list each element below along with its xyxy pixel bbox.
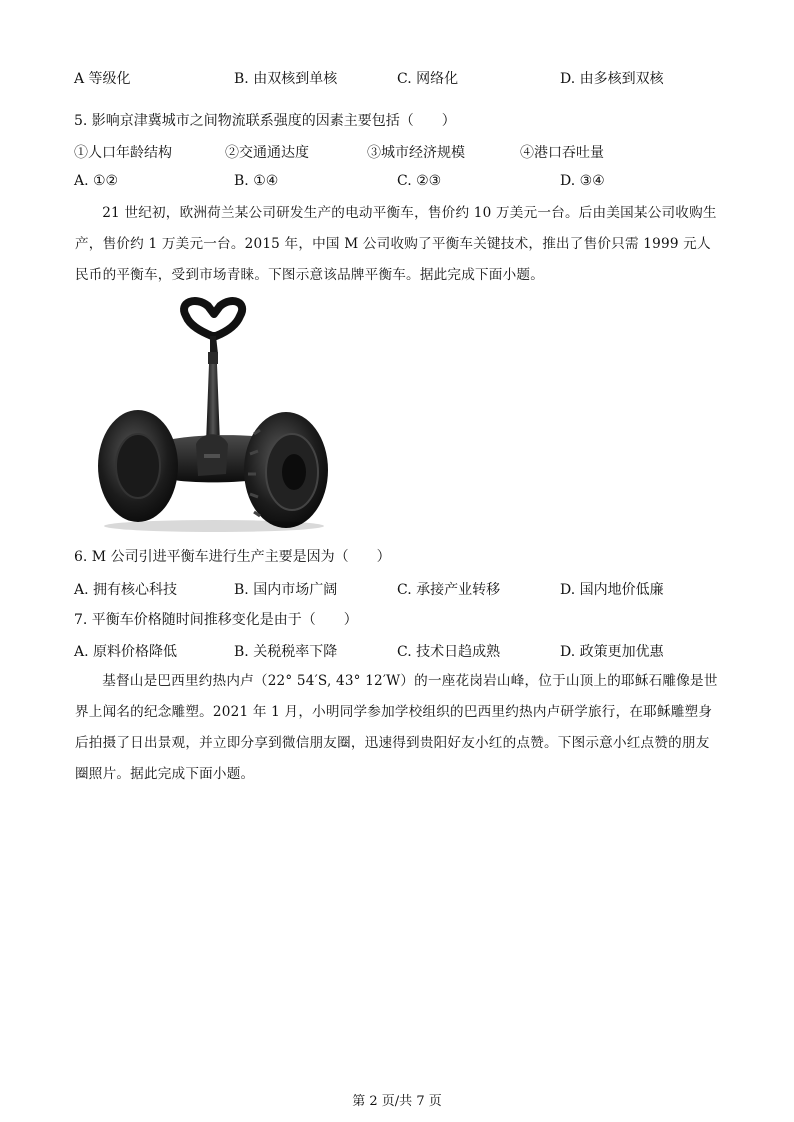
balance-car-illustration bbox=[86, 294, 344, 536]
q7-option-b: B. 关税税率下降 bbox=[234, 644, 338, 660]
q7-stem: 7. 平衡车价格随时间推移变化是由于（ ） bbox=[74, 612, 358, 628]
balance-car-image bbox=[86, 294, 344, 536]
q5-option-c: C. ②③ bbox=[397, 173, 442, 189]
passage-christ-mountain bbox=[75, 666, 723, 790]
q5-stem: 5. 影响京津冀城市之间物流联系强度的因素主要包括（ ） bbox=[74, 113, 456, 129]
q6-option-a: A. 拥有核心科技 bbox=[74, 582, 178, 598]
page-footer: 第 2 页/共 7 页 bbox=[352, 1094, 442, 1109]
q5-item-2: ②交通通达度 bbox=[225, 145, 309, 161]
q4-option-c: C. 网络化 bbox=[397, 71, 459, 87]
q4-option-d: D. 由多核到双核 bbox=[560, 71, 664, 87]
q6-option-b: B. 国内市场广阔 bbox=[234, 582, 338, 598]
q4-option-a: A 等级化 bbox=[74, 71, 131, 87]
passage-christ-mountain-text: 基督山是巴西里约热内卢（22° 54′S, 43° 12′W）的一座花岗岩山峰，位于山顶上的耶稣石雕像是世界上闻名的纪念雕塑。2021 年 1 月，小明同学参加学校组织的巴西里约热内卢研学旅行，在耶稣雕塑身后拍摄了日出景观，并立即分享到微信朋友圈，迅速得到贵阳好友小红的点赞。下图示意小红点赞的朋友圈照片。据此完成下面小题。 bbox=[75, 673, 718, 782]
q5-item-4: ④港口吞吐量 bbox=[520, 145, 604, 161]
q6-stem: 6. M 公司引进平衡车进行生产主要是因为（ ） bbox=[74, 549, 391, 565]
q7-option-a: A. 原料价格降低 bbox=[74, 644, 178, 660]
q6-option-d: D. 国内地价低廉 bbox=[560, 582, 664, 598]
passage-balance-car-text: 21 世纪初，欧洲荷兰某公司研发生产的电动平衡车，售价约 10 万美元一台。后由美国某公司收购生产，售价约 1 万美元一台。2015 年，中国 M 公司收购了平衡车关键技术，推出了售价只需 1999 元人民币的平衡车，受到市场青睐。下图示意该品牌平衡车。据此完成下面小题。 bbox=[75, 205, 717, 283]
q7-option-d: D. 政策更加优惠 bbox=[560, 644, 664, 660]
q7-option-c: C. 技术日趋成熟 bbox=[397, 644, 501, 660]
q5-item-3: ③城市经济规模 bbox=[367, 145, 465, 161]
passage-balance-car bbox=[75, 198, 723, 291]
q6-option-c: C. 承接产业转移 bbox=[397, 582, 501, 598]
q4-option-b: B. 由双核到单核 bbox=[234, 71, 338, 87]
q5-option-d: D. ③④ bbox=[560, 173, 605, 189]
q5-item-1: ①人口年龄结构 bbox=[74, 145, 172, 161]
q5-option-b: B. ①④ bbox=[234, 173, 279, 189]
q5-option-a: A. ①② bbox=[74, 173, 119, 189]
